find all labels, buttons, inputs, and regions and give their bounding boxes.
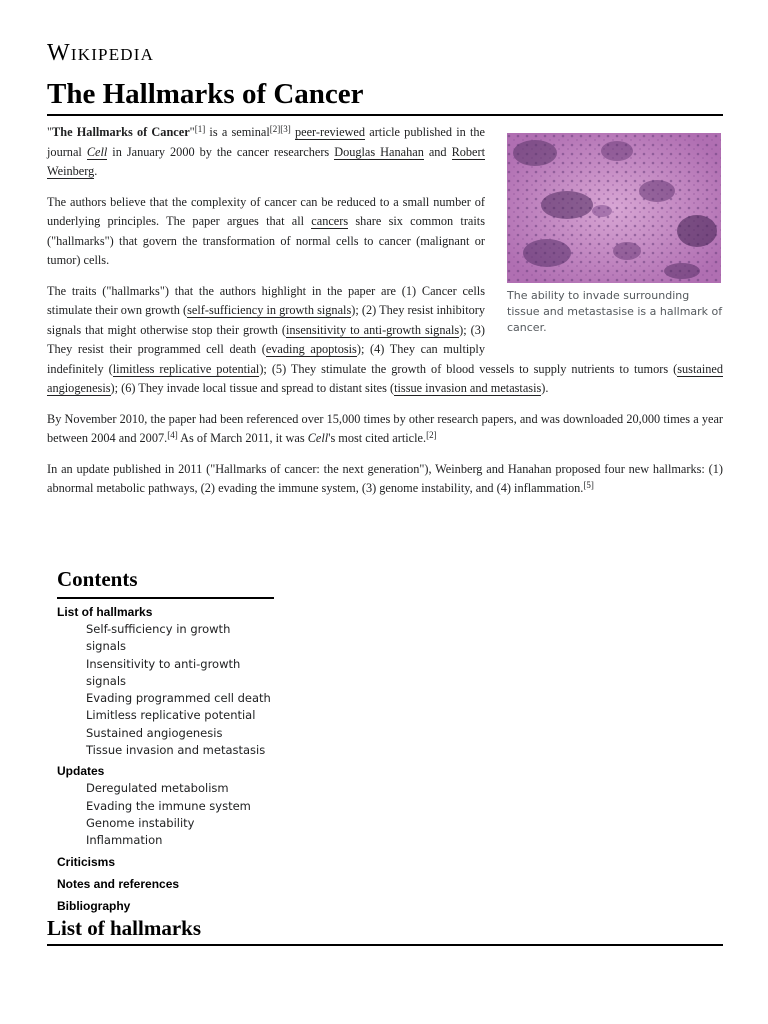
toc-link[interactable]: Deregulated metabolism: [86, 781, 229, 796]
link-cancers[interactable]: cancers: [311, 214, 349, 228]
quote-mark: ": [47, 125, 53, 139]
link-cell-journal[interactable]: Cell: [86, 144, 108, 159]
journal-name: Cell: [307, 431, 329, 445]
link-limitless-replicative[interactable]: limitless replicative potential: [112, 361, 260, 376]
text: As of March 2011, it was: [177, 431, 308, 445]
toc-link[interactable]: List of hallmarks: [57, 605, 153, 619]
text: The authors believe that the complexity of cancer can be reduced to a small number of underlying principles. The paper argues that all: [47, 194, 485, 228]
text: article published in the journal: [47, 125, 486, 159]
toc-link[interactable]: Evading the immune system: [86, 798, 251, 813]
text: ); (6) They invade local tissue and spread to distant sites (: [110, 381, 395, 395]
toc-link[interactable]: Limitless replicative potential: [86, 708, 256, 723]
toc-title: Contents: [57, 567, 274, 599]
text: is a seminal: [205, 125, 270, 139]
update-paragraph: [47, 460, 723, 499]
ref-4[interactable]: [4]: [167, 430, 178, 440]
toc-link[interactable]: Insensitivity to anti-growth signals: [86, 656, 241, 688]
toc-link[interactable]: Self-sufficiency in growth signals: [86, 622, 231, 654]
link-evading-apoptosis[interactable]: evading apoptosis: [265, 342, 357, 356]
text: share six common traits ("hallmarks") that govern the transformation of normal cells to cancer (malignant or tumor) cells.: [47, 214, 485, 267]
link-sustained-angiogenesis[interactable]: sustained angiogenesis: [47, 361, 723, 395]
toc-link[interactable]: Inflammation: [86, 833, 163, 848]
link-insensitivity[interactable]: insensitivity to anti-growth signals: [285, 322, 460, 337]
infobox: [507, 133, 723, 336]
text: In an update published in 2011 ("Hallmarks of cancer: the next generation"), Weinberg and Hanahan proposed four new hallmarks: (1) abnormal metabolic pathways, (2) evading the immune system, (3) genome instability, and (4) inflammation.: [47, 461, 723, 495]
toc-link[interactable]: Sustained angiogenesis: [86, 725, 223, 740]
text: ); (4) They can multiply indefinitely (: [47, 342, 485, 376]
text: ); (5) They stimulate the growth of blood vessels to supply nutrients to tumors (: [259, 361, 678, 376]
ref-5[interactable]: [5]: [583, 480, 594, 490]
text: By November 2010, the paper had been referenced over 15,000 times by other research papers, and was downloaded 20,000 times a year between 2004 and 2007.: [47, 411, 723, 445]
article-body: [47, 123, 723, 510]
text: in January 2000 by the cancer researchers: [107, 144, 335, 159]
text: .: [94, 164, 98, 178]
section-heading: List of hallmarks: [47, 916, 723, 946]
ref-3[interactable]: [3]: [280, 124, 291, 134]
article-title-bold: The Hallmarks of Cancer: [52, 125, 190, 139]
ref-1[interactable]: [1]: [194, 124, 206, 134]
text: The traits ("hallmarks") that the authors highlight in the paper are (1) Cancer cells stimulate their own growth (: [47, 283, 485, 317]
quote-mark: ": [189, 125, 195, 139]
histology-image[interactable]: [507, 133, 721, 283]
link-peer-reviewed[interactable]: peer-reviewed: [294, 125, 366, 139]
toc-link[interactable]: Evading programmed cell death: [86, 691, 271, 706]
toc-link[interactable]: Tissue invasion and metastasis: [86, 743, 266, 758]
citations-paragraph: [47, 410, 723, 449]
infobox-caption: The ability to invade surrounding tissue and metastasise is a hallmark of cancer.: [507, 289, 723, 334]
text: ).: [541, 381, 549, 395]
link-robert-weinberg[interactable]: Robert Weinberg: [47, 144, 486, 178]
toc-section-notes[interactable]: Notes and references: [57, 876, 180, 891]
wikipedia-wordmark[interactable]: Wikipedia: [47, 40, 155, 66]
page-title: The Hallmarks of Cancer: [47, 78, 723, 116]
ref-2[interactable]: [2]: [269, 124, 281, 134]
table-of-contents: [57, 567, 274, 920]
text: and: [423, 144, 452, 159]
ref-2[interactable]: [2]: [426, 430, 437, 440]
text: 's most cited article.: [328, 431, 427, 445]
toc-section-bibliography[interactable]: Bibliography: [57, 898, 131, 913]
toc-link[interactable]: Genome instability: [86, 815, 195, 830]
toc-section-criticisms[interactable]: Criticisms: [57, 854, 116, 869]
toc-section-updates: [57, 763, 274, 849]
link-self-sufficiency[interactable]: self-sufficiency in growth signals: [187, 303, 352, 317]
link-tissue-invasion[interactable]: tissue invasion and metastasis: [394, 381, 542, 395]
toc-section-list-of-hallmarks: [57, 604, 274, 759]
text: ); (2) They resist inhibitory signals that might otherwise stop their growth (: [47, 303, 485, 337]
text: ); (3) They resist their programmed cell death (: [47, 322, 485, 356]
link-douglas-hanahan[interactable]: Douglas Hanahan: [334, 144, 424, 159]
toc-link[interactable]: Updates: [57, 764, 105, 779]
